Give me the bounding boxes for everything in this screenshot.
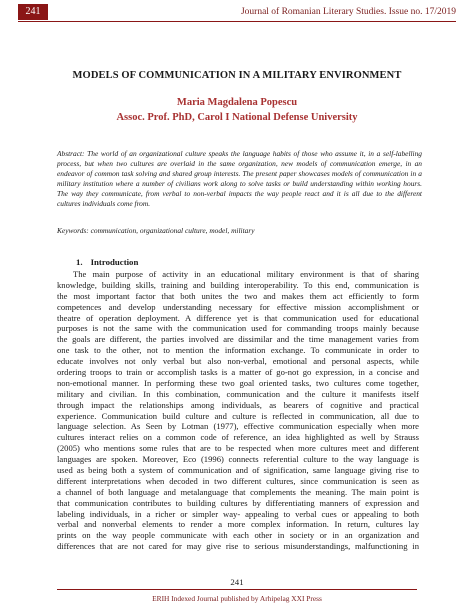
body-line: the most important factor that both unites the two and makes them act efficiently to form: [57, 290, 419, 301]
section-heading: [76, 257, 138, 267]
author-name: Maria Magdalena Popescu: [176, 97, 298, 108]
body-line: that communication contributes to building cultures by differentiating manners of expression and: [57, 497, 419, 508]
body-line: The main purpose of activity in an educational military environment is that of sharing: [73, 269, 419, 279]
body-line: purposes is not the same with the communication used for commanding troops mainly because: [57, 323, 419, 334]
body-line: the goals are different, the parties involved are dissimilar and the time management varies from: [57, 334, 419, 345]
body-line: cultures interact relies on a common code of reference, an idea highlighted as well by Strauss: [57, 432, 419, 443]
section-number: 1.: [76, 257, 83, 267]
body-line: experience. Communication build culture and culture is reflected in communication, all due to: [57, 410, 419, 421]
section-title: Introduction: [90, 257, 139, 267]
body-line: military and civilian. In this combination, communication and the culture it manifests itself: [57, 388, 419, 399]
body-line: languages are spoken. Moreover, Eco (1996) connects referential culture to the way language is: [57, 454, 419, 465]
keywords: Keywords: communication, organizational culture, model, military: [57, 226, 255, 235]
body-line: prints on the way people communicate with each other in society or in an organization and: [57, 530, 419, 541]
header-page-number: 241: [18, 4, 48, 20]
body-line: used as being both a system of communication and of signification, same language giving rise to: [57, 465, 419, 476]
body-line: non-emotional manner. In performing these two goal oriented tasks, two cultures come together,: [57, 377, 419, 388]
body-line: theatre of operation deployment. A difference yet is that communication used for educational: [57, 312, 419, 323]
body-line: one task to the other, not to mention the information exchange. To communicate in order to: [57, 345, 419, 356]
abstract: Abstract: The world of an organizational culture speaks the language habits of those who assume it, in a self-labelling process, but when two cultures are overlaid in the same organization, new models of communication emerge, in an endeavor of common task solving and shared group interests. The present paper showcases models of communication in a military institution where a number of civilians work along to solve tasks or build understanding within working hours. The way they communicate, from verbal to non-verbal impacts the way people react and it is all due to the different cultures individuals come from.: [57, 149, 422, 208]
article-title: MODELS OF COMMUNICATION IN A MILITARY ENVIRONMENT: [72, 70, 402, 81]
body-line: knowledge, building skills, training and building interoperability. To this end, communication is: [57, 279, 419, 290]
body-line: verbal and nonverbal elements to render a more complex information. In return, cultures lay: [57, 519, 419, 530]
body-line: different interpretations when decoded in two different cultures, since communication is seen as: [57, 475, 419, 486]
body-line: language selection. As Seen by Lotman (1977), effective communication especially when more: [57, 421, 419, 432]
body-line: competences and develop understanding necessary for effective mission accomplishment or: [57, 301, 419, 312]
header-rule: [18, 21, 456, 22]
body-line: educate involves not only verbal but also non-verbal, emotional and personal aspects, while: [57, 356, 419, 367]
page-number: 241: [230, 577, 244, 587]
running-header: [0, 0, 474, 22]
body-line: a channel of both language and metalanguage that complements the meaning. The main point is: [57, 486, 419, 497]
journal-title: Journal of Romanian Literary Studies. Issue no. 17/2019: [240, 7, 456, 17]
body-line: (2005) who mentions some rules that are to be respected when more cultures meet and different: [57, 443, 419, 454]
footer-publisher: ERIH Indexed Journal published by Arhipelag XXI Press: [152, 594, 322, 603]
body-line: labeling individuals, in a richer or simpler way- appealing to verbal cues or appealing to both: [57, 508, 419, 519]
body-line: through impact the relationships among individuals, as bearers of cognitive and practical: [57, 399, 419, 410]
author-affiliation: Assoc. Prof. PhD, Carol I National Defense University: [116, 112, 358, 123]
body-line: differences that are not cared for may give rise to serious misunderstandings, malfunctioning in: [57, 541, 419, 552]
footer-rule: [57, 589, 417, 590]
body-text: [57, 269, 419, 552]
body-line: ordering troops to train or accomplish tasks is a matter of go-not go expression, in a concise and: [57, 367, 419, 378]
